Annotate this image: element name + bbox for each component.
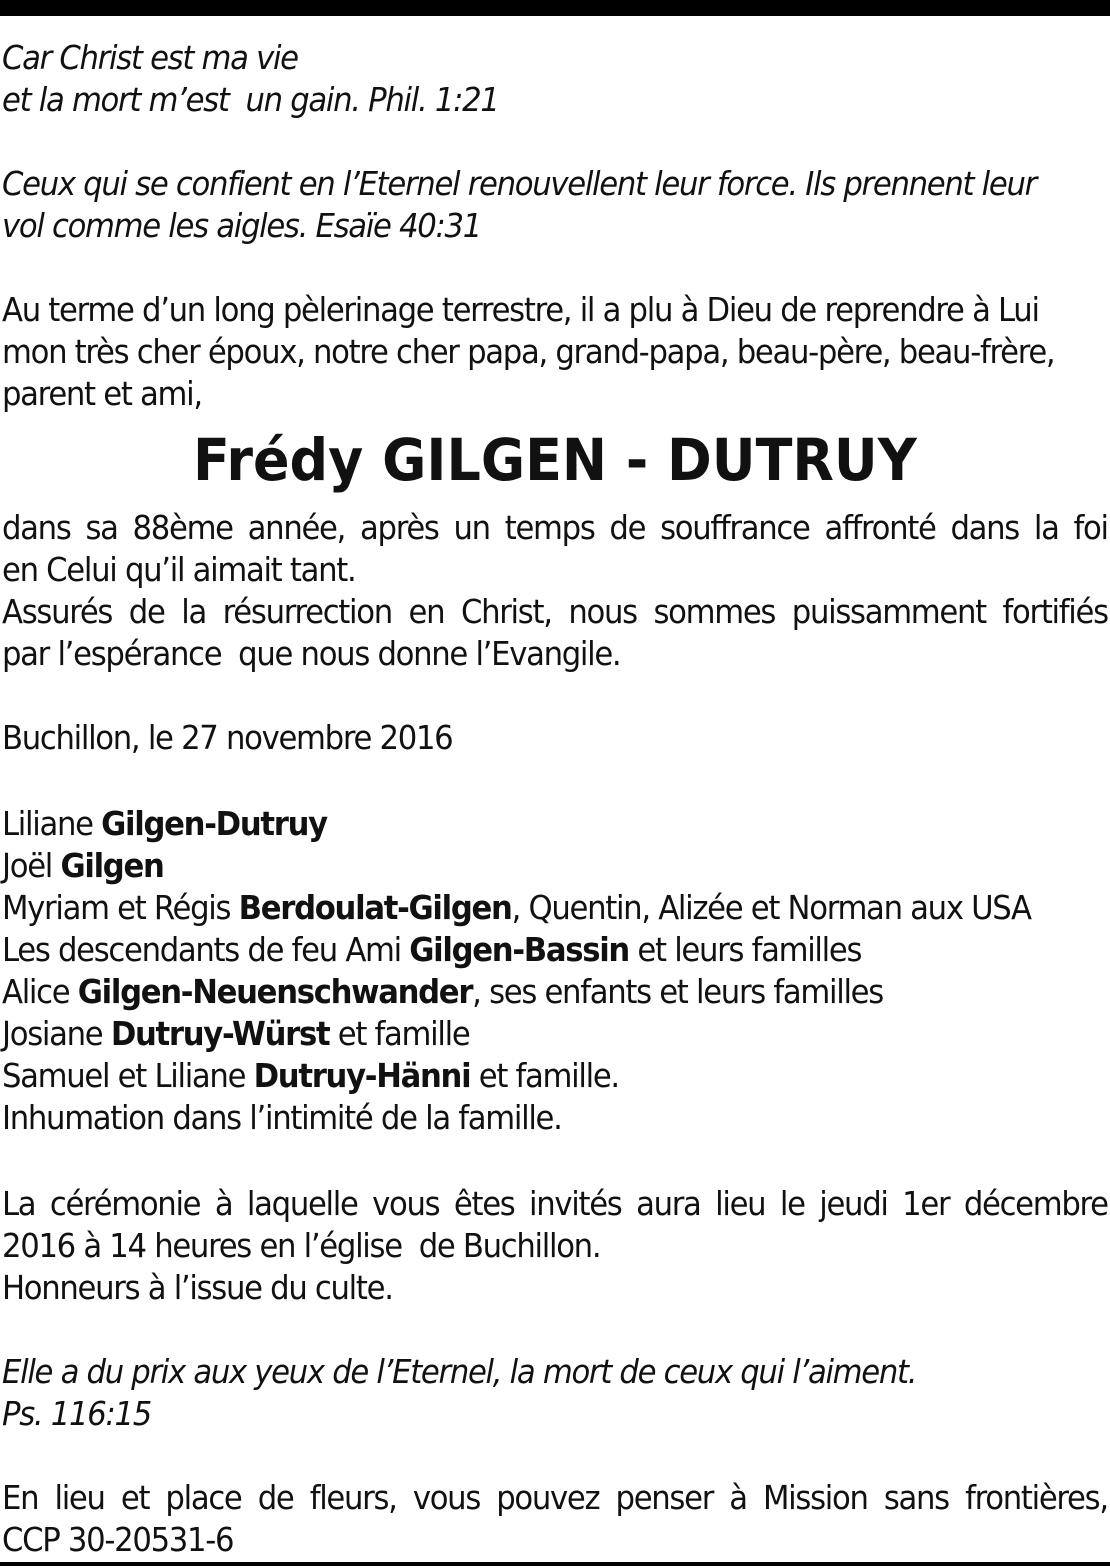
deceased-name: Frédy GILGEN - DUTRUY [192, 426, 917, 494]
family-member: Joël Gilgen [2, 846, 164, 885]
ceremony-line: Honneurs à l’issue du culte. [2, 1268, 393, 1307]
ceremony-line: La cérémonie à laquelle vous êtes invités aura lieu le jeudi 1er décembre [2, 1184, 1108, 1223]
intro-line: Au terme d’un long pèlerinage terrestre, il a plu à Dieu de reprendre à Lui [2, 290, 1039, 329]
verse-line: Ceux qui se confient en l’Eternel renouvellent leur force. Ils prennent leur [2, 164, 1036, 203]
family-member: Josiane Dutruy-Würst et famille [2, 1014, 470, 1053]
intro-line: mon très cher époux, notre cher papa, grand-papa, beau-père, beau-frère, [2, 332, 1055, 371]
family-member: Alice Gilgen-Neuenschwander, ses enfants et leurs familles [2, 972, 883, 1011]
verse-line: Elle a du prix aux yeux de l’Eternel, la mort de ceux qui l’aiment. [2, 1352, 917, 1391]
family-member: Liliane Gilgen-Dutruy [2, 804, 327, 843]
verse-line: Car Christ est ma vie [2, 38, 298, 77]
bottom-rule [0, 1562, 1110, 1566]
verse-line: et la mort m’est un gain. Phil. 1:21 [2, 80, 499, 119]
ceremony-line: 2016 à 14 heures en l’église de Buchillon. [2, 1226, 601, 1265]
body-line: Assurés de la résurrection en Christ, nous sommes puissamment fortifiés [2, 592, 1108, 631]
body-line: par l’espérance que nous donne l’Evangile. [2, 634, 621, 673]
family-member: Myriam et Régis Berdoulat-Gilgen, Quentin, Alizée et Norman aux USA [2, 888, 1031, 927]
intro-line: parent et ami, [2, 374, 202, 413]
family-member: Les descendants de feu Ami Gilgen-Bassin et leurs familles [2, 930, 862, 969]
family-list [2, 803, 1108, 1097]
burial-note: Inhumation dans l’intimité de la famille. [2, 1098, 562, 1137]
body-line: en Celui qu’il aimait tant. [2, 550, 356, 589]
donation-line: CCP 30-20531-6 [2, 1520, 234, 1559]
family-member: Samuel et Liliane Dutruy-Hänni et famille. [2, 1056, 619, 1095]
donation-line: En lieu et place de fleurs, vous pouvez penser à Mission sans frontières, [2, 1478, 1108, 1517]
place-date: Buchillon, le 27 novembre 2016 [2, 718, 453, 757]
body-line: dans sa 88ème année, après un temps de souffrance affronté dans la foi [2, 508, 1108, 547]
verse-line: vol comme les aigles. Esaïe 40:31 [2, 206, 482, 245]
verse-line: Ps. 116:15 [2, 1394, 151, 1433]
obituary-notice [2, 37, 1108, 1561]
top-rule [0, 0, 1110, 16]
